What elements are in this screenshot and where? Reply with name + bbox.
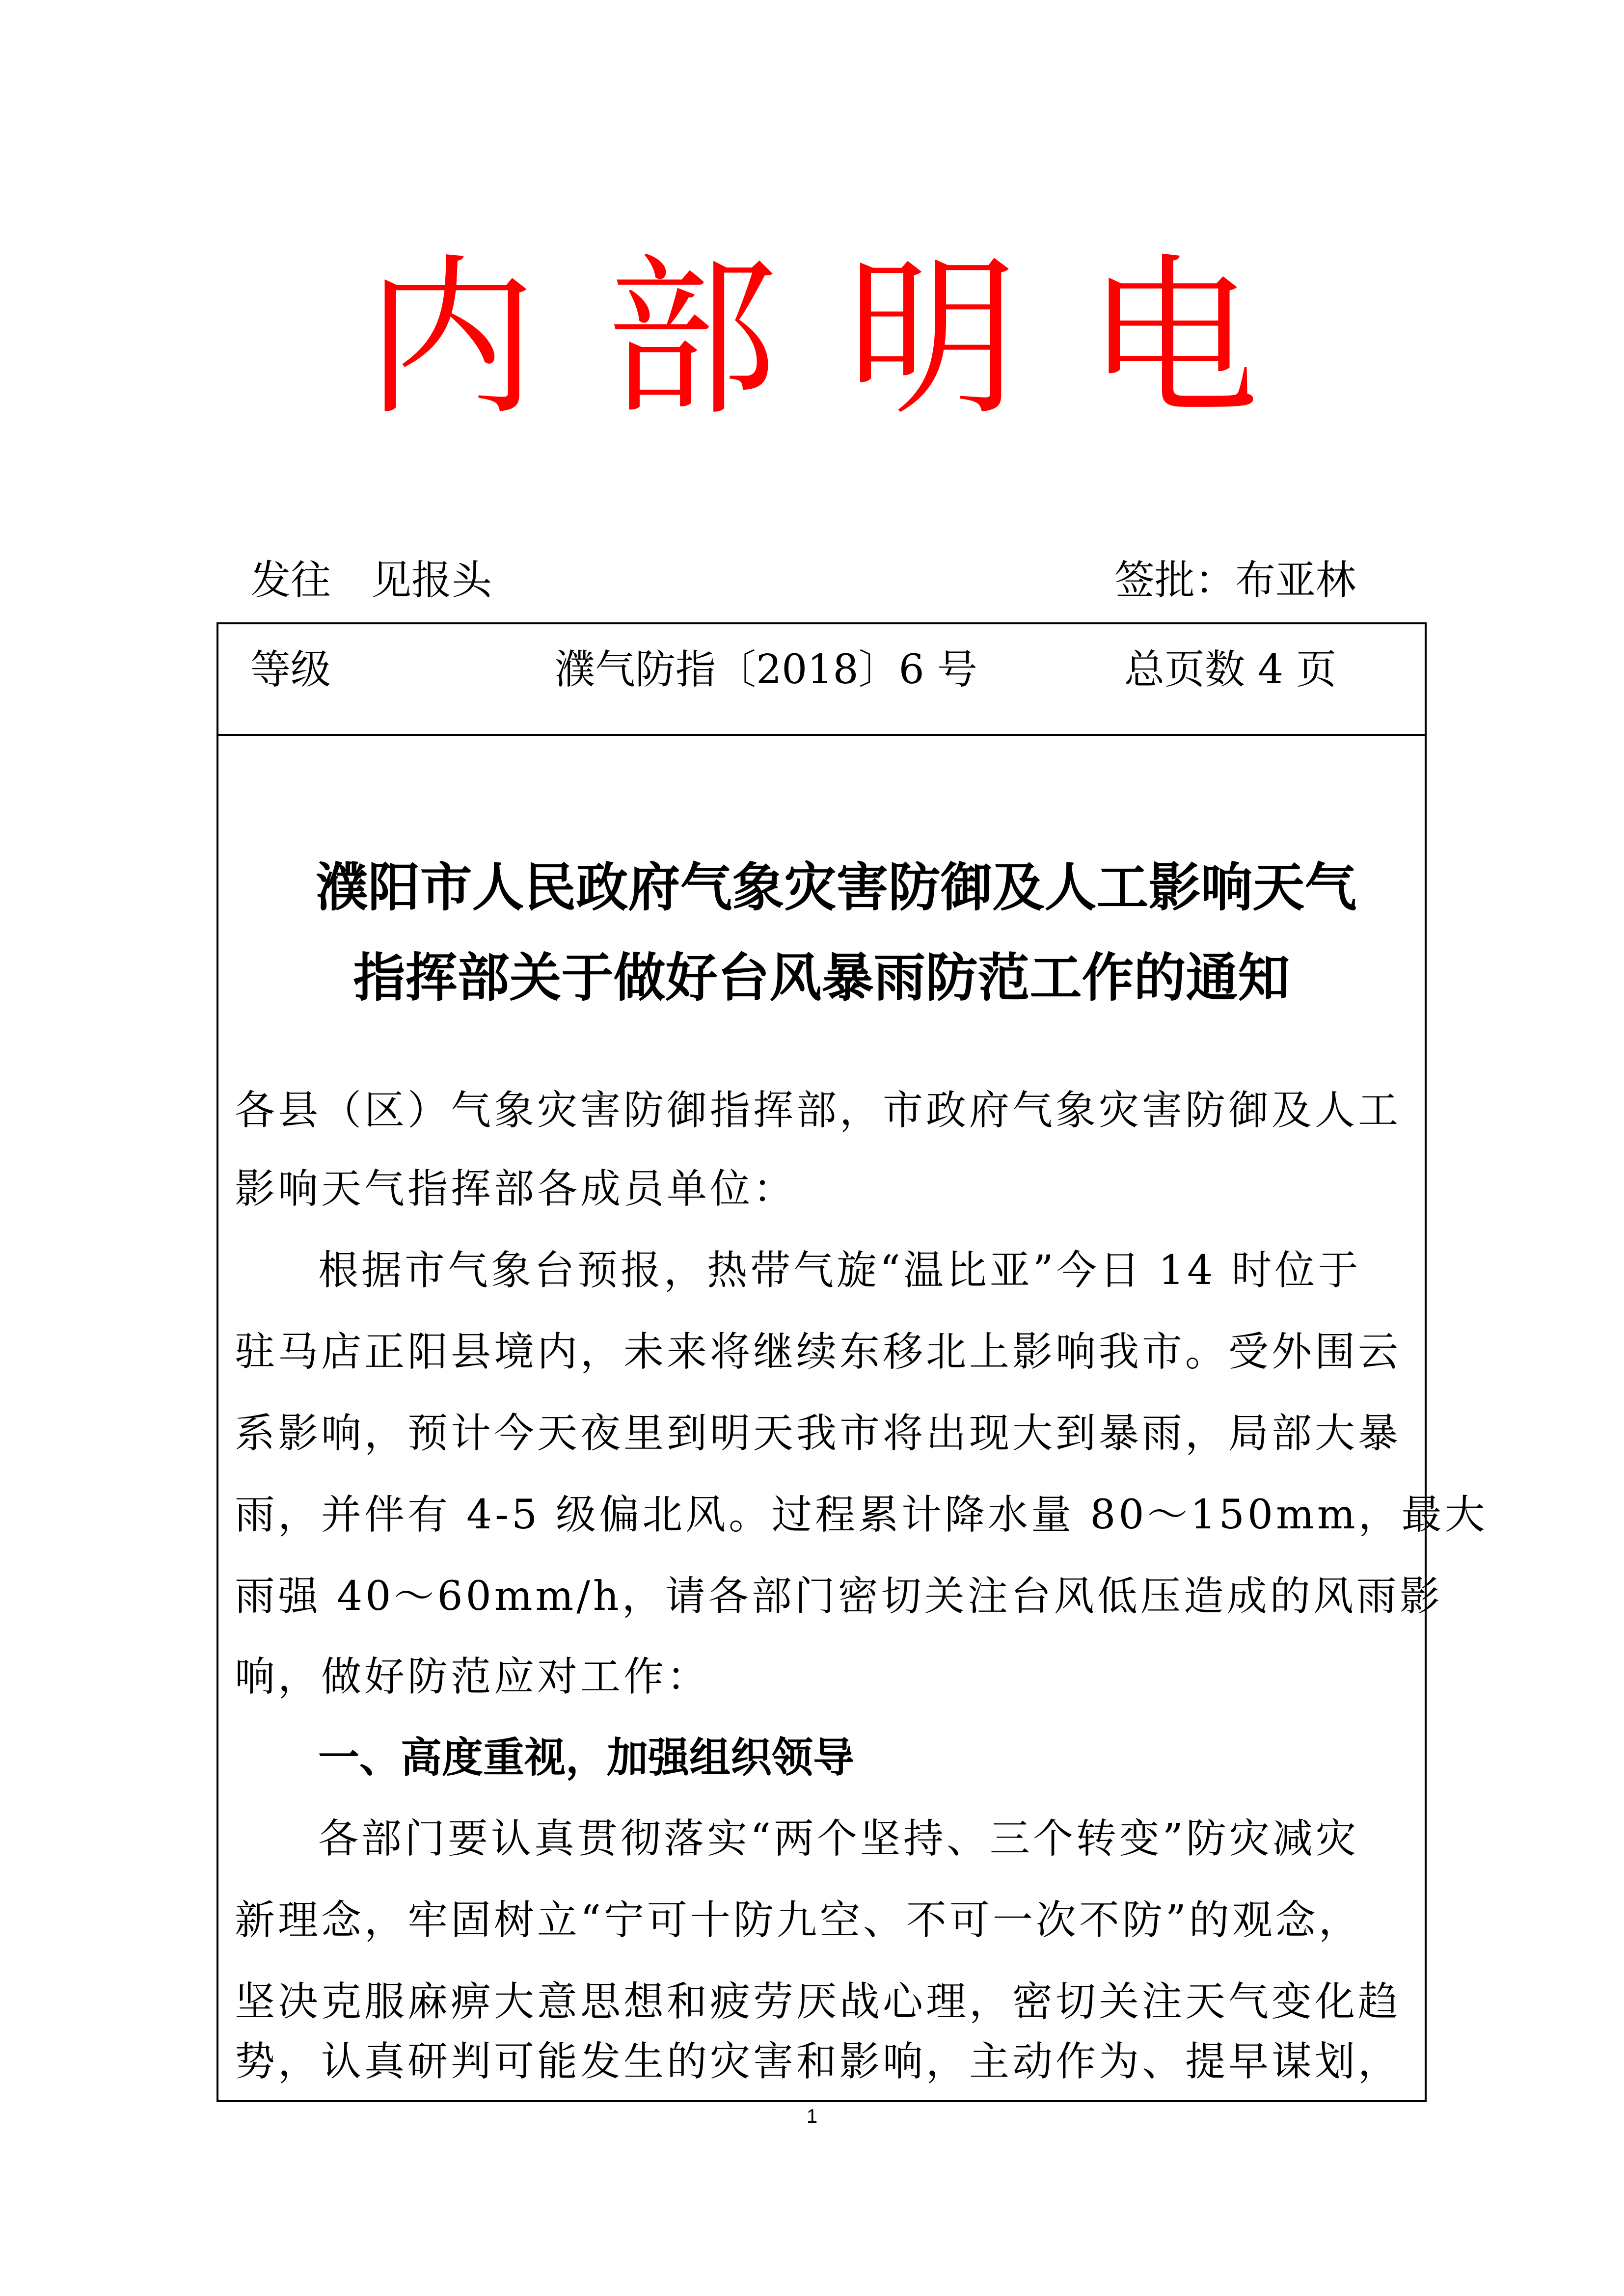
approval-field: 签批：布亚林 — [1114, 557, 1356, 604]
body-line: 坚决克服麻痹大意思想和疲劳厌战心理，密切关注天气变化趋 — [235, 1978, 1402, 2025]
document-title-line-2: 指挥部关于做好台风暴雨防范工作的通知 — [353, 948, 1290, 1008]
body-line: 雨强 40～60mm/h，请各部门密切关注台风低压造成的风雨影 — [235, 1573, 1443, 1620]
body-line: 新理念，牢固树立“宁可十防九空、不可一次不防”的观念， — [235, 1897, 1362, 1944]
body-line: 势，认真研判可能发生的灾害和影响，主动作为、提早谋划， — [235, 2038, 1402, 2085]
page-number: 1 — [806, 2106, 818, 2127]
send-to-field: 发往 见报头 — [250, 557, 492, 604]
total-pages: 总页数 4 页 — [1124, 646, 1337, 693]
frame-divider — [217, 734, 1427, 736]
body-line: 各部门要认真贯彻落实“两个坚持、三个转变”防灾减灾 — [318, 1815, 1359, 1862]
document-title-line-1: 濮阳市人民政府气象灾害防御及人工影响天气 — [316, 857, 1357, 918]
body-line: 响，做好防范应对工作： — [235, 1654, 710, 1700]
body-line: 各县（区）气象灾害防御指挥部，市政府气象灾害防御及人工 — [235, 1087, 1402, 1134]
body-line: 根据市气象台预报，热带气旋“温比亚”今日 14 时位于 — [318, 1247, 1361, 1294]
body-line: 影响天气指挥部各成员单位： — [235, 1166, 797, 1212]
body-line: 雨，并伴有 4-5 级偏北风。过程累计降水量 80～150mm，最大 — [235, 1492, 1488, 1538]
document-number: 濮气防指〔2018〕6 号 — [555, 646, 977, 693]
body-line: 驻马店正阳县境内，未来将继续东移北上影响我市。受外围云 — [235, 1329, 1402, 1375]
document-header-title: 内部明电 — [365, 239, 1327, 439]
body-line: 系影响，预计今天夜里到明天我市将出现大到暴雨，局部大暴 — [235, 1410, 1402, 1457]
level-label: 等级 — [250, 646, 331, 693]
section-heading: 一、高度重视，加强组织领导 — [318, 1734, 855, 1782]
